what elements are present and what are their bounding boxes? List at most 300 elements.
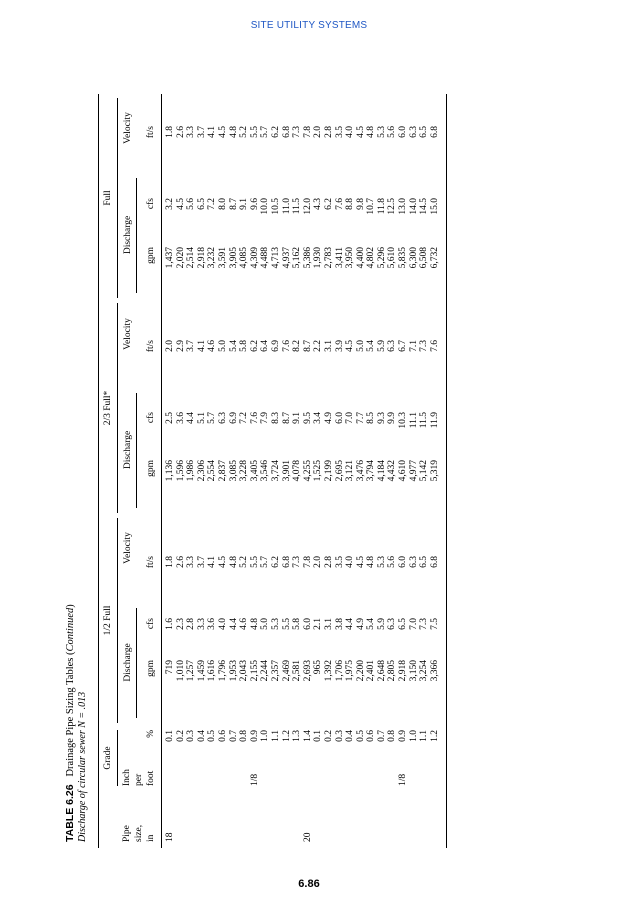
table-cell — [218, 760, 229, 786]
table-cell: 3.3 — [186, 126, 197, 138]
table-cell: 2.0 — [313, 126, 324, 138]
table-cell: 5.9 — [376, 340, 387, 352]
table-cell: 5.5 — [249, 556, 260, 568]
table-cell: 4.1 — [196, 340, 207, 352]
half-discharge-underline — [136, 608, 137, 718]
table-cell: 9.3 — [376, 412, 387, 424]
table-cell: 3.7 — [186, 340, 197, 352]
half-full-cfs-column — [165, 618, 440, 648]
grade-underline — [117, 730, 118, 786]
full-cfs-column — [165, 198, 440, 228]
table-cell: 1.8 — [165, 556, 175, 568]
table-cell: 0.4 — [345, 730, 356, 742]
table-cell: 4.0 — [217, 618, 228, 630]
table-cell: 4.5 — [175, 198, 186, 210]
table-cell: 5,610 — [387, 247, 398, 269]
header-bottom-rule — [161, 94, 162, 848]
table-cell: 6.9 — [270, 340, 281, 352]
table-cell — [165, 760, 176, 786]
table-cell: 3.1 — [323, 340, 334, 352]
table-cell: 2,693 — [302, 660, 313, 682]
table-cell: 1.4 — [302, 730, 313, 742]
table-cell: 3,905 — [228, 247, 239, 269]
table-cell: 8.0 — [217, 198, 228, 210]
table-cell: 9.5 — [302, 412, 313, 424]
full-discharge-header: Discharge — [123, 215, 133, 255]
table-cell: 4.1 — [207, 556, 218, 568]
table-cell — [282, 760, 293, 786]
table-cell: 6.8 — [429, 556, 440, 568]
table-cell — [197, 760, 208, 786]
full-fts-header: ft/s — [146, 126, 156, 139]
table-cell — [260, 812, 271, 842]
table-cell: 6.2 — [249, 340, 260, 352]
table-cell: 10.0 — [260, 198, 271, 215]
table-cell: 4,085 — [239, 247, 250, 269]
table-cell: 2.6 — [175, 126, 186, 138]
table-cell: 1,392 — [323, 660, 334, 682]
table-cell — [398, 812, 409, 842]
table-cell — [377, 812, 388, 842]
table-cell: 5.0 — [355, 340, 366, 352]
table-cell: 5,142 — [419, 460, 430, 482]
table-cell: 12.0 — [302, 198, 313, 215]
table-cell: 3,405 — [249, 460, 260, 482]
table-cell: 7.5 — [429, 618, 440, 630]
table-cell: 719 — [165, 660, 175, 675]
table-cell: 4,184 — [376, 460, 387, 482]
table-cell: 0.6 — [217, 730, 228, 742]
table-cell: 8.5 — [366, 412, 377, 424]
header-in: in — [146, 834, 156, 842]
half-full-underline — [117, 518, 118, 723]
table-cell: 6.0 — [398, 556, 409, 568]
table-cell: 7.1 — [408, 340, 419, 352]
table-cell: 2,918 — [196, 247, 207, 269]
table-cell: 3,411 — [334, 247, 345, 269]
table-cell: 4,488 — [260, 247, 271, 269]
table-title-close: ) — [65, 604, 76, 608]
table-cell: 0.6 — [366, 730, 377, 742]
table-cell: 4.6 — [239, 618, 250, 630]
group-header-grade: Grade — [103, 746, 113, 770]
table-cell — [250, 812, 261, 842]
table-title-continued: Continued — [65, 607, 76, 652]
table-cell: 4.3 — [313, 198, 324, 210]
rotated-table-page — [60, 94, 540, 848]
table-cell: 1.8 — [165, 126, 175, 138]
table-cell — [239, 812, 250, 842]
table-cell: 3.4 — [313, 412, 324, 424]
table-cell: 2,155 — [249, 660, 260, 682]
table-cell: 4.5 — [355, 556, 366, 568]
table-cell: 2,244 — [260, 660, 271, 682]
table-cell: 4.4 — [345, 618, 356, 630]
half-gpm-header: gpm — [146, 660, 156, 677]
table-cell: 15.0 — [429, 198, 440, 215]
table-cell: 13.0 — [398, 198, 409, 215]
table-cell: 20 — [302, 832, 313, 842]
table-cell: 5.3 — [376, 126, 387, 138]
full-velocity-column — [165, 126, 440, 156]
table-cell — [239, 760, 250, 786]
table-cell: 1.6 — [165, 618, 175, 630]
full-cfs-header: cfs — [146, 198, 156, 210]
tt-gpm-header: gpm — [146, 460, 156, 477]
half-full-gpm-column — [165, 660, 440, 698]
table-cell: 3,591 — [217, 247, 228, 269]
table-cell: 5.2 — [239, 126, 250, 138]
table-cell: 6,732 — [429, 247, 440, 269]
table-cell: 9.1 — [239, 198, 250, 210]
table-cell: 1,975 — [345, 660, 356, 682]
table-cell: 5.6 — [387, 556, 398, 568]
table-cell — [271, 760, 282, 786]
table-cell: 6.3 — [408, 556, 419, 568]
group-header-half-full: 1/2 Full — [103, 605, 113, 636]
table-cell — [377, 760, 388, 786]
table-cell — [345, 812, 356, 842]
table-cell: 1.2 — [429, 730, 440, 742]
table-cell: 3,546 — [260, 460, 271, 482]
table-cell: 7.6 — [334, 198, 345, 210]
table-cell: 7.6 — [281, 340, 292, 352]
table-cell: 7.6 — [249, 412, 260, 424]
table-cell: 4.9 — [323, 412, 334, 424]
table-cell: 4.8 — [228, 126, 239, 138]
header-size: size, — [134, 824, 144, 842]
table-cell: 3.3 — [186, 556, 197, 568]
table-cell: 2.1 — [313, 618, 324, 630]
table-cell: 1.2 — [281, 730, 292, 742]
table-cell: 2,805 — [387, 660, 398, 682]
table-cell: 5.0 — [217, 340, 228, 352]
table-cell — [176, 760, 187, 786]
table-cell: 11.1 — [408, 412, 419, 429]
table-cell: 3,254 — [419, 660, 430, 682]
table-cell: 3,228 — [239, 460, 250, 482]
tt-discharge-header: Discharge — [123, 430, 133, 470]
table-cell: 7.3 — [292, 126, 303, 138]
tt-cfs-header: cfs — [146, 412, 156, 424]
table-cell: 1,257 — [186, 660, 197, 682]
table-cell — [303, 760, 314, 786]
table-cell: 3.6 — [175, 412, 186, 424]
table-cell: 4.8 — [366, 556, 377, 568]
table-cell: 2.6 — [175, 556, 186, 568]
table-cell — [356, 760, 367, 786]
table-cell: 4.5 — [355, 126, 366, 138]
table-cell: 0.4 — [196, 730, 207, 742]
table-cell: 11.9 — [429, 412, 440, 429]
table-cell: 3,150 — [408, 660, 419, 682]
top-rule — [98, 94, 99, 848]
table-cell: 4.9 — [355, 618, 366, 630]
table-cell: 1,796 — [217, 660, 228, 682]
table-cell: 0.2 — [175, 730, 186, 742]
full-underline — [117, 98, 118, 298]
table-cell — [324, 812, 335, 842]
table-cell: 965 — [313, 660, 324, 675]
table-cell: 4,713 — [270, 247, 281, 269]
table-cell: 1,136 — [165, 460, 175, 482]
table-cell: 5,296 — [376, 247, 387, 269]
table-cell: 5.1 — [196, 412, 207, 424]
table-cell: 3.3 — [196, 618, 207, 630]
tt-velocity-header: Velocity — [123, 318, 133, 350]
percent-column — [165, 730, 440, 758]
table-cell: 3,232 — [207, 247, 218, 269]
table-cell: 5.4 — [366, 340, 377, 352]
table-cell: 11.0 — [281, 198, 292, 215]
table-cell: 5.6 — [186, 198, 197, 210]
table-cell: 4,937 — [281, 247, 292, 269]
table-cell: 1.1 — [419, 730, 430, 742]
two-thirds-cfs-column — [165, 412, 440, 448]
table-cell: 5.8 — [292, 618, 303, 630]
table-cell: 2,514 — [186, 247, 197, 269]
table-cell: 4.0 — [345, 126, 356, 138]
table-title: Drainage Pipe Sizing Tables ( — [65, 651, 76, 777]
table-cell: 1,010 — [175, 660, 186, 682]
table-cell: 8.7 — [281, 412, 292, 424]
table-cell: 9.6 — [249, 198, 260, 210]
table-cell: 2.9 — [175, 340, 186, 352]
full-gpm-header: gpm — [146, 247, 156, 264]
page-number: 6.86 — [298, 878, 320, 890]
table-cell: 3,794 — [366, 460, 377, 482]
table-cell: 5.0 — [260, 618, 271, 630]
full-velocity-header: Velocity — [123, 112, 133, 144]
table-cell: 5.2 — [239, 556, 250, 568]
pipe-size-column — [165, 812, 430, 842]
table-cell: 1,459 — [196, 660, 207, 682]
table-cell: 4.0 — [345, 556, 356, 568]
two-thirds-underline — [117, 303, 118, 513]
table-cell: 2.0 — [313, 556, 324, 568]
table-cell — [176, 812, 187, 842]
table-cell — [186, 760, 197, 786]
group-header-two-thirds-full: 2/3 Full* — [103, 390, 113, 426]
table-cell: 14.0 — [408, 198, 419, 215]
header-per: per — [134, 773, 144, 786]
table-cell: 4.8 — [249, 618, 260, 630]
table-cell — [197, 812, 208, 842]
two-thirds-velocity-column — [165, 340, 440, 370]
table-cell: 3.7 — [196, 556, 207, 568]
table-cell: 10.7 — [366, 198, 377, 215]
table-cell: 6.5 — [398, 618, 409, 630]
table-cell: 8.7 — [302, 340, 313, 352]
table-cell: 4,400 — [355, 247, 366, 269]
table-cell: 7.8 — [302, 126, 313, 138]
table-cell: 3.1 — [323, 618, 334, 630]
inch-per-foot-column — [165, 760, 430, 786]
table-cell: 6.5 — [196, 198, 207, 210]
table-cell: 8.7 — [228, 198, 239, 210]
table-cell: 5.4 — [366, 618, 377, 630]
table-cell: 0.2 — [323, 730, 334, 742]
table-cell — [207, 760, 218, 786]
table-cell: 6,300 — [408, 247, 419, 269]
table-cell: 3.8 — [334, 618, 345, 630]
table-cell — [229, 760, 240, 786]
header-inch: Inch — [122, 769, 132, 786]
table-cell: 5.8 — [239, 340, 250, 352]
table-cell: 5.3 — [270, 618, 281, 630]
table-cell: 6.8 — [281, 126, 292, 138]
table-cell: 6.2 — [270, 126, 281, 138]
table-cell — [335, 760, 346, 786]
table-cell: 6.0 — [334, 412, 345, 424]
table-cell: 2,837 — [217, 460, 228, 482]
table-cell: 3,724 — [270, 460, 281, 482]
half-velocity-header: Velocity — [123, 532, 133, 564]
table-cell: 4,255 — [302, 460, 313, 482]
table-cell: 6.9 — [228, 412, 239, 424]
table-cell — [356, 812, 367, 842]
table-cell: 7.3 — [419, 340, 430, 352]
table-cell: 4.8 — [366, 126, 377, 138]
table-cell: 5,386 — [302, 247, 313, 269]
table-cell: 7.8 — [302, 556, 313, 568]
table-cell: 18 — [165, 832, 175, 842]
table-cell: 0.9 — [249, 730, 260, 742]
table-cell: 0.7 — [376, 730, 387, 742]
header-foot: foot — [146, 770, 156, 786]
table-cell — [207, 812, 218, 842]
table-cell: 7.0 — [408, 618, 419, 630]
table-cell: 0.1 — [313, 730, 324, 742]
half-cfs-header: cfs — [146, 618, 156, 630]
table-cell: 5.7 — [260, 556, 271, 568]
table-cell: 2,918 — [398, 660, 409, 682]
table-cell — [409, 812, 420, 842]
table-cell: 1,930 — [313, 247, 324, 269]
table-cell: 6.5 — [419, 556, 430, 568]
table-cell: 5.9 — [376, 618, 387, 630]
table-cell — [271, 812, 282, 842]
table-cell: 4,802 — [366, 247, 377, 269]
table-cell: 1.3 — [292, 730, 303, 742]
table-cell: 9.8 — [355, 198, 366, 210]
table-cell: 1,986 — [186, 460, 197, 482]
table-cell — [324, 760, 335, 786]
table-cell: 4,309 — [249, 247, 260, 269]
table-cell — [186, 812, 197, 842]
table-cell: 3,085 — [228, 460, 239, 482]
table-cell: 2.2 — [313, 340, 324, 352]
table-cell: 3.7 — [196, 126, 207, 138]
table-cell: 1,596 — [175, 460, 186, 482]
table-caption — [64, 604, 89, 842]
table-cell: 8.8 — [345, 198, 356, 210]
table-cell: 5,319 — [429, 460, 440, 482]
table-cell: 3.6 — [207, 618, 218, 630]
table-cell: 5,835 — [398, 247, 409, 269]
table-cell: 2,648 — [376, 660, 387, 682]
table-cell: 5.5 — [281, 618, 292, 630]
table-cell: 2,306 — [196, 460, 207, 482]
table-cell: 1,953 — [228, 660, 239, 682]
table-cell — [282, 812, 293, 842]
table-cell — [292, 760, 303, 786]
table-cell: 3.5 — [334, 126, 345, 138]
table-cell: 11.8 — [376, 198, 387, 215]
table-cell: 2,043 — [239, 660, 250, 682]
half-full-velocity-column — [165, 556, 440, 586]
table-cell: 4,977 — [408, 460, 419, 482]
table-cell: 1.0 — [260, 730, 271, 742]
table-cell: 2.5 — [165, 412, 175, 424]
table-cell: 5,162 — [292, 247, 303, 269]
table-cell: 0.3 — [334, 730, 345, 742]
group-header-full: Full — [103, 190, 113, 206]
table-cell: 9.9 — [387, 412, 398, 424]
table-cell: 4.4 — [228, 618, 239, 630]
table-cell: 5.5 — [249, 126, 260, 138]
table-cell: 0.8 — [239, 730, 250, 742]
table-cell — [366, 812, 377, 842]
table-cell: 10.5 — [270, 198, 281, 215]
table-cell: 7.3 — [419, 618, 430, 630]
table-cell: 8.2 — [292, 340, 303, 352]
table-cell: 2,783 — [323, 247, 334, 269]
half-fts-header: ft/s — [146, 556, 156, 569]
table-cell: 3,121 — [345, 460, 356, 482]
table-cell: 7.2 — [207, 198, 218, 210]
table-cell: 8.3 — [270, 412, 281, 424]
table-cell: 2.8 — [186, 618, 197, 630]
table-cell: 5.7 — [260, 126, 271, 138]
table-cell: 7.9 — [260, 412, 271, 424]
table-cell: 1,437 — [165, 247, 175, 269]
table-cell: 6,508 — [419, 247, 430, 269]
table-cell — [366, 760, 377, 786]
table-cell: 11.5 — [292, 198, 303, 215]
table-cell: 0.5 — [355, 730, 366, 742]
table-cell — [313, 760, 324, 786]
tt-discharge-underline — [136, 393, 137, 508]
table-cell: 3.9 — [334, 340, 345, 352]
table-cell: 2,401 — [366, 660, 377, 682]
header-pipe: Pipe — [122, 825, 132, 842]
table-cell: 6.8 — [281, 556, 292, 568]
table-cell: 5.3 — [376, 556, 387, 568]
table-cell: 2,357 — [270, 660, 281, 682]
table-cell: 7.0 — [345, 412, 356, 424]
table-cell: 1,706 — [334, 660, 345, 682]
table-cell: 0.8 — [387, 730, 398, 742]
table-cell: 3.2 — [165, 198, 175, 210]
table-cell: 4.5 — [345, 340, 356, 352]
table-cell: 3,950 — [345, 247, 356, 269]
table-cell — [218, 812, 229, 842]
table-cell: 5.4 — [228, 340, 239, 352]
table-cell: 7.7 — [355, 412, 366, 424]
table-bottom-rule — [446, 94, 447, 848]
table-cell: 6.3 — [387, 340, 398, 352]
table-cell: 2.0 — [165, 340, 175, 352]
two-thirds-gpm-column — [165, 460, 440, 498]
table-cell: 3,901 — [281, 460, 292, 482]
full-discharge-underline — [136, 178, 137, 293]
table-cell: 2,581 — [292, 660, 303, 682]
table-cell: 6.3 — [217, 412, 228, 424]
table-cell: 4,432 — [387, 460, 398, 482]
table-cell: 6.0 — [302, 618, 313, 630]
table-cell: 5.7 — [207, 412, 218, 424]
